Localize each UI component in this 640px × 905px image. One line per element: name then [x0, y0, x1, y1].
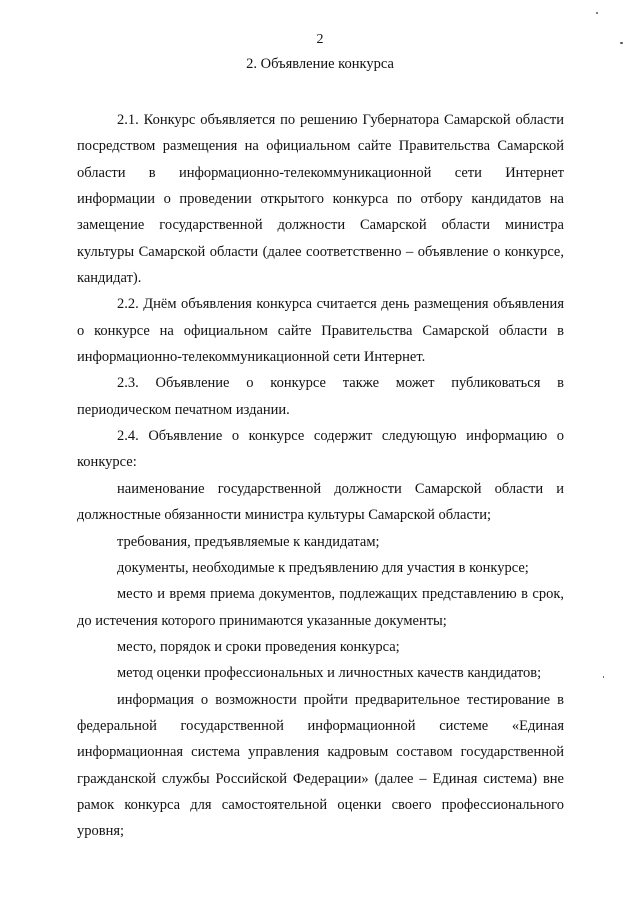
- list-item-requirements: требования, предъявляемые к кандидатам;: [117, 533, 380, 550]
- list-item-evaluation-method: метод оценки профессиональных и личностных качеств кандидатов;: [117, 665, 542, 682]
- page-number: 2: [316, 32, 324, 47]
- section-title: 2. Объявление конкурса: [246, 56, 394, 72]
- scan-speck-mid: [603, 676, 604, 678]
- paragraph-2-2: 2.2. Днём объявления конкурса считается день размещения объявления о конкурсе на официальном сайте Правительства Самарской области в информационно-телекоммуникационной сети Интернет.: [77, 296, 564, 366]
- document-body: [77, 107, 564, 845]
- list-item-position-name: наименование государственной должности Самарской области и должностные обязанности министра культуры Самарской области;: [77, 480, 564, 524]
- paragraph-2-3: 2.3. Объявление о конкурсе также может публиковаться в периодическом печатном издании.: [77, 375, 564, 418]
- list-item-pretesting-info: информация о возможности пройти предварительное тестирование в федеральной государственной информационной системе «Единая информационная система управления кадровым составом государственной гражданской службы Российской Федерации» (далее – Единая система) вне рамок конкурса для самостоятельной оценки своего профессионального уровня;: [77, 691, 564, 840]
- scan-speck-top: [596, 12, 598, 14]
- scan-speck-right: [620, 42, 623, 44]
- list-item-submission-place-time: место и время приема документов, подлежащих представлению в срок, до истечения которого принимаются указанные документы;: [77, 586, 564, 629]
- paragraph-2-1: 2.1. Конкурс объявляется по решению Губернатора Самарской области посредством размещения на официальном сайте Правительства Самарской области в информационно-телекоммуникационной сети Интернет информации о проведении открытого конкурса по отбору кандидатов на замещение государственной должности Самарской области министра культуры Самарской области (далее соответственно – объявление о конкурсе, кандидат).: [77, 112, 564, 287]
- list-item-contest-procedure: место, порядок и сроки проведения конкурса;: [117, 638, 400, 655]
- paragraph-2-4: 2.4. Объявление о конкурсе содержит следующую информацию о конкурсе:: [77, 428, 564, 471]
- list-item-documents: документы, необходимые к предъявлению для участия в конкурсе;: [117, 559, 529, 576]
